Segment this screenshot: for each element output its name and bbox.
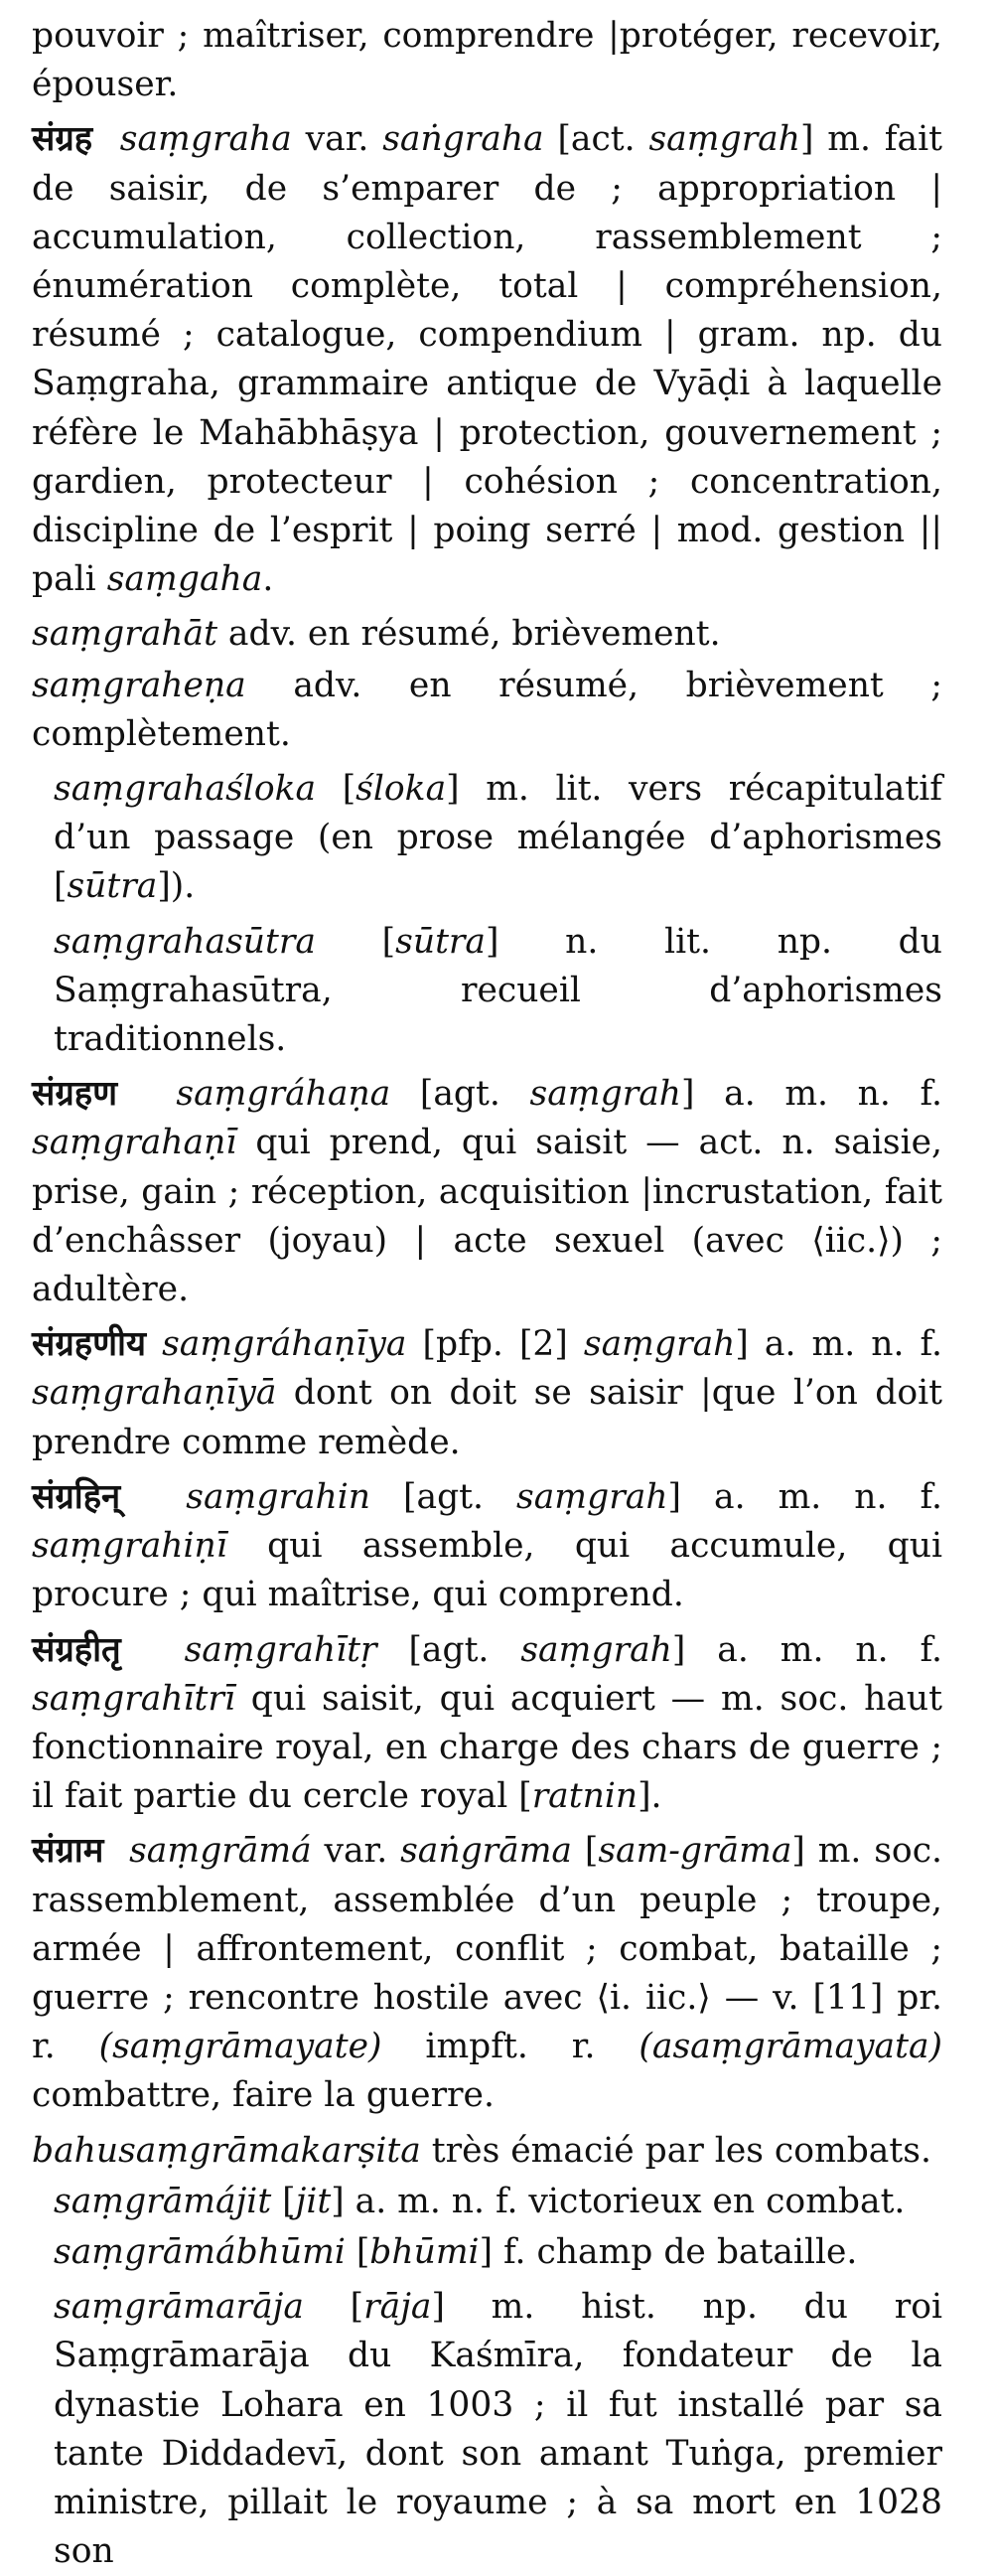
entry-continuation: pouvoir ; maîtriser, comprendre |protéger, recevoir, épouser. [32,16,942,105]
entry-samgrahasutra: saṃgrahasūtra [sūtra] n. lit. np. du Saṃgrahasūtra, recueil d’aphorismes traditionnels. [54,921,942,1060]
entry-bahusamgramakarsita: bahusaṃgrāmakarṣita très émacié par les combats. [32,2130,931,2171]
entry-samgramaraja: saṃgrāmarāja [rāja] m. hist. np. du roi Saṃgrāmarāja du Kaśmīra, fondateur de la dynastie Lohara en 1003 ; il fut installé par sa tante Diddadevī, dont son amant Tuṅga, premier ministre, pillait le royaume ; à sa mort en 1028 son [54,2287,942,2572]
entry-samgrahitr: संग्रहीतृ saṃgrahītṛ [agt. saṃgrah] a. m. n. f. saṃgrahītrī qui saisit, qui acquiert — m. soc. haut fonctionnaire royal, en charge des chars de guerre ; il fait partie du cercle royal [ratnin]. [32,1629,942,1817]
entry-samgrahat: saṃgrahāt adv. en résumé, brièvement. [32,614,721,655]
entry-samgramajit: saṃgrāmájit [jit] a. m. n. f. victorieux en combat. [54,2181,906,2221]
entry-samgramabhumi: saṃgrāmábhūmi [bhūmi] f. champ de bataille. [54,2231,858,2272]
entry-samgrahaniya: संग्रहणीय saṃgráhaṇīya [pfp. [2] saṃgrah] a. m. n. f. saṃgrahaṇīyā dont on doit se saisir |que l’on doit prendre comme remède. [32,1324,942,1462]
entry-samgrahena: saṃgraheṇa adv. en résumé, brièvement ; complètement. [32,665,942,754]
entry-samgrahasloka: saṃgrahaśloka [śloka] m. lit. vers récapitulatif d’un passage (en prose mélangée d’aphorismes [sūtra]). [54,769,942,907]
entry-samgrahana: संग्रहण saṃgráhaṇa [agt. saṃgrah] a. m. n. f. saṃgrahaṇī qui prend, qui saisit — act. n. saisie, prise, gain ; réception, acquisition |incrustation, fait d’enchâsser (joyau) | acte sexuel (avec ⟨iic.⟩) ; adultère. [32,1074,942,1310]
entry-samgrahin: संग्रहिन् saṃgrahin [agt. saṃgrah] a. m. n. f. saṃgrahiṇī qui assemble, qui accumule, qui procure ; qui maîtrise, qui comprend. [32,1476,942,1615]
entry-samgraha: संग्रह saṃgraha var. saṅgraha [act. saṃgrah] m. fait de saisir, de s’emparer de ; appropriation | accumulation, collection, rassemblement ; énumération complète, total | compréhension, résumé ; catalogue, compendium | gram. np. du Saṃgraha, grammaire antique de Vyāḍi à laquelle réfère le Mahābhāṣya | protection, gouvernement ; gardien, protecteur | cohésion ; concentration, discipline de l’esprit | poing serré | mod. gestion || pali saṃgaha. [32,119,942,600]
entry-samgrama: संग्राम saṃgrāmá var. saṅgrāma [sam-grāma] m. soc. rassemblement, assemblée d’un peuple ; troupe, armée | affrontement, conflit ; combat, bataille ; guerre ; rencontre hostile avec ⟨i. iic.⟩ — v. [11] pr. r. (saṃgrāmayate) impft. r. (asaṃgrāmayata) combattre, faire la guerre. [32,1831,942,2116]
